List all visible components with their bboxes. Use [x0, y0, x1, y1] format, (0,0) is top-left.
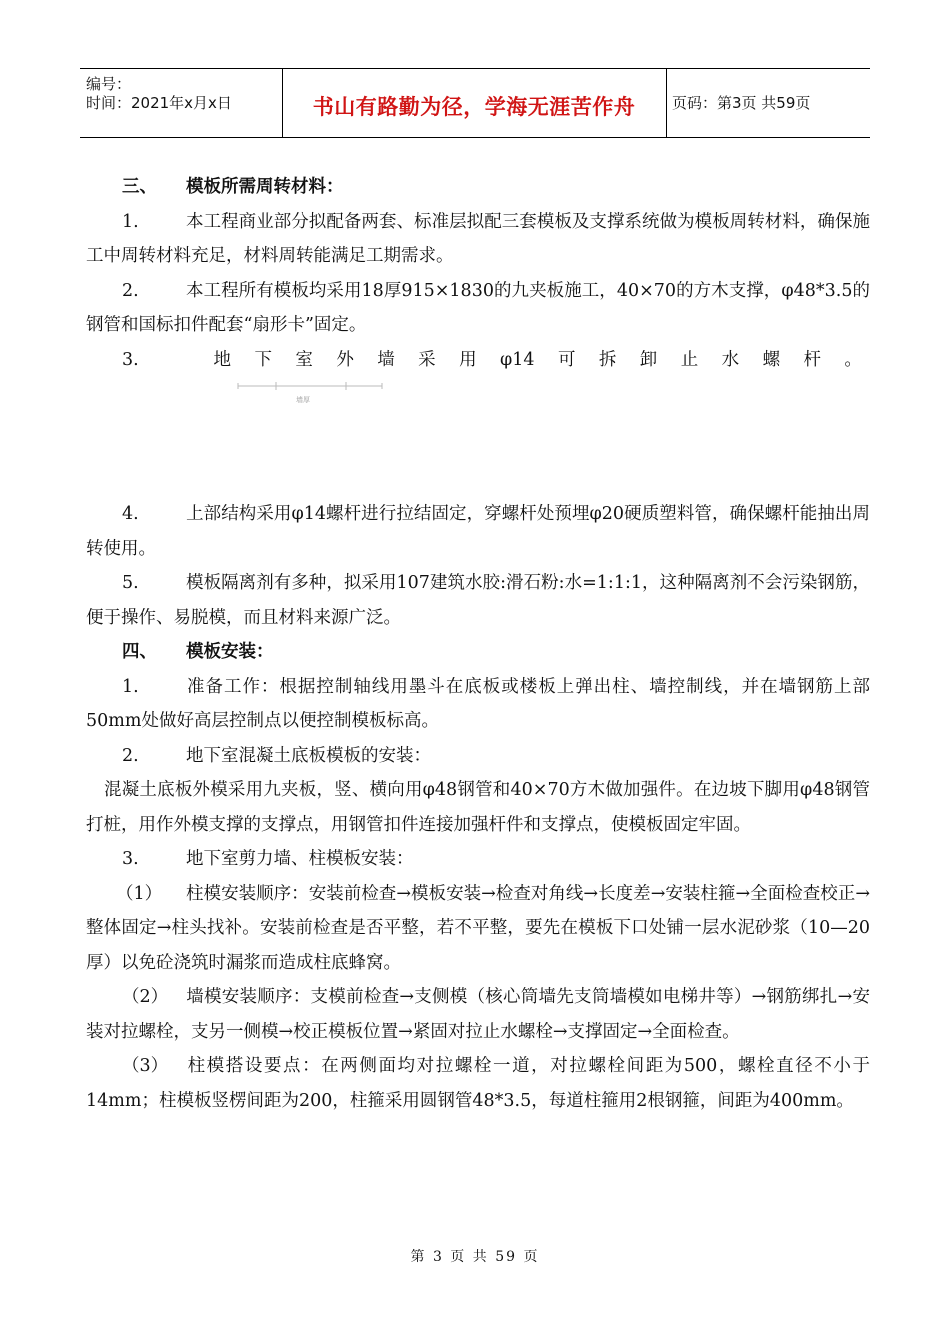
paragraph-3-3 — [86, 343, 870, 378]
item-text: 上部结构采用φ14螺杆进行拉结固定，穿螺杆处预埋φ20硬质塑料管，确保螺杆能抽出周转使用。 — [86, 504, 870, 559]
body-text: 混凝土底板外模采用九夹板，竖、横向用φ48钢管和40×70方木做加强件。在边坡下脚用φ48钢管打桩，用作外模支撑的支撑点，用钢管扣件连接加强杆件和支撑点，使模板固定牢固。 — [86, 780, 870, 835]
word: 地 — [213, 349, 232, 370]
item-text: 地下室剪力墙、柱模板安装： — [186, 849, 414, 869]
paragraph-3-5 — [86, 566, 870, 635]
sub-item-number: （2） — [122, 987, 169, 1007]
word: 采 — [418, 349, 436, 370]
paragraph-4-2-body — [86, 773, 870, 842]
word: 杆 — [803, 349, 821, 370]
sub-item-2 — [86, 980, 870, 1049]
paragraph-3-2 — [86, 274, 870, 343]
item-number: 2. — [122, 745, 139, 766]
header-left-cell — [80, 69, 283, 137]
header-motto: 书山有路勤为径，学海无涯苦作舟 — [312, 95, 636, 119]
item-number: 1. — [122, 676, 139, 697]
word: 下 — [254, 349, 272, 370]
word: 拆 — [598, 349, 617, 370]
word: 水 — [721, 349, 740, 370]
sub-item-number: （3） — [122, 1056, 169, 1076]
sub-item-number: （1） — [116, 883, 163, 904]
section-3-title: 模板所需周转材料： — [186, 177, 344, 197]
item-number: 1. — [122, 211, 139, 232]
section-3-heading — [86, 170, 870, 205]
word: 墙 — [377, 349, 395, 370]
word: 卸 — [639, 349, 658, 370]
item-text: 准备工作：根据控制轴线用墨斗在底板或楼板上弹出柱、墙控制线，并在墙钢筋上部50mm处做好高层控制点以便控制模板标高。 — [86, 676, 870, 731]
section-4-number: 四、 — [122, 642, 157, 662]
word: φ14 — [500, 349, 535, 370]
section-4-title: 模板安装： — [186, 642, 274, 662]
item-text: 本工程商业部分拟配备两套、标准层拟配三套模板及支撑系统做为模板周转材料，确保施工中周转材料充足，材料周转能满足工期需求。 — [86, 211, 870, 266]
section-3-number: 三、 — [122, 177, 157, 197]
item-number: 2. — [122, 280, 139, 301]
word: 可 — [557, 349, 576, 370]
paragraph-3-1 — [86, 205, 870, 274]
sub-item-text: 柱模搭设要点：在两侧面均对拉螺栓一道，对拉螺栓间距为500，螺栓直径不小于14mm；柱模板竖楞间距为200，柱箍采用圆钢管48*3.5，每道柱箍用2根钢箍，间距为400mm。 — [86, 1056, 870, 1111]
word: 室 — [295, 349, 313, 370]
item-number: 3. — [122, 849, 139, 869]
item-number: 5. — [122, 573, 139, 593]
bolt-diagram — [86, 377, 870, 497]
paragraph-4-3 — [86, 842, 870, 877]
sub-item-3 — [86, 1049, 870, 1118]
item-text: 本工程所有模板均采用18厚915×1830的九夹板施工，40×70的方木支撑，φ48*3.5的钢管和国标扣件配套“扇形卡”固定。 — [86, 280, 870, 335]
paragraph-3-4 — [86, 497, 870, 566]
page-info: 页码：第3页 共59页 — [672, 94, 811, 112]
paragraph-4-2 — [86, 739, 870, 774]
figure-caption: 墙厚 — [296, 396, 310, 404]
word: 。 — [844, 349, 862, 370]
page-footer: 第 3 页 共 59 页 — [410, 1249, 540, 1265]
sub-item-1 — [86, 877, 870, 981]
sub-item-text: 墙模安装顺序：支模前检查→支侧模（核心筒墙先支筒墙模如电梯井等）→钢筋绑扎→安装对拉螺栓，支另一侧模→校正模板位置→紧固对拉止水螺栓→支撑固定→全面检查。 — [86, 987, 870, 1042]
item-text: 地下室混凝土底板模板的安装： — [186, 745, 431, 766]
item-text: 模板隔离剂有多种，拟采用107建筑水胶:滑石粉:水=1:1:1，这种隔离剂不会污染钢筋，便于操作、易脱模，而且材料来源广泛。 — [86, 573, 870, 628]
section-4-heading — [86, 635, 870, 670]
item-number: 4. — [122, 504, 139, 524]
header-right-cell — [666, 69, 870, 137]
word: 止 — [680, 349, 699, 370]
word: 用 — [459, 349, 477, 370]
page-header — [80, 68, 870, 138]
bolt-diagram-svg — [236, 377, 386, 407]
paragraph-4-1 — [86, 670, 870, 739]
document-body — [86, 170, 870, 1118]
item-number: 3. — [122, 349, 139, 370]
time-line: 时间：2021年x月x日 — [86, 94, 232, 112]
word: 外 — [336, 349, 354, 370]
sub-item-text: 柱模安装顺序：安装前检查→模板安装→检查对角线→长度差→安装柱箍→全面检查校正→整体固定→柱头找补。安装前检查是否平整，若不平整，要先在模板下口处铺一层水泥砂浆（10—20厚）以免砼浇筑时漏浆而造成柱底蜂窝。 — [86, 883, 870, 973]
header-middle-cell — [282, 69, 667, 137]
serial-label: 编号： — [86, 75, 132, 93]
word: 螺 — [762, 349, 781, 370]
